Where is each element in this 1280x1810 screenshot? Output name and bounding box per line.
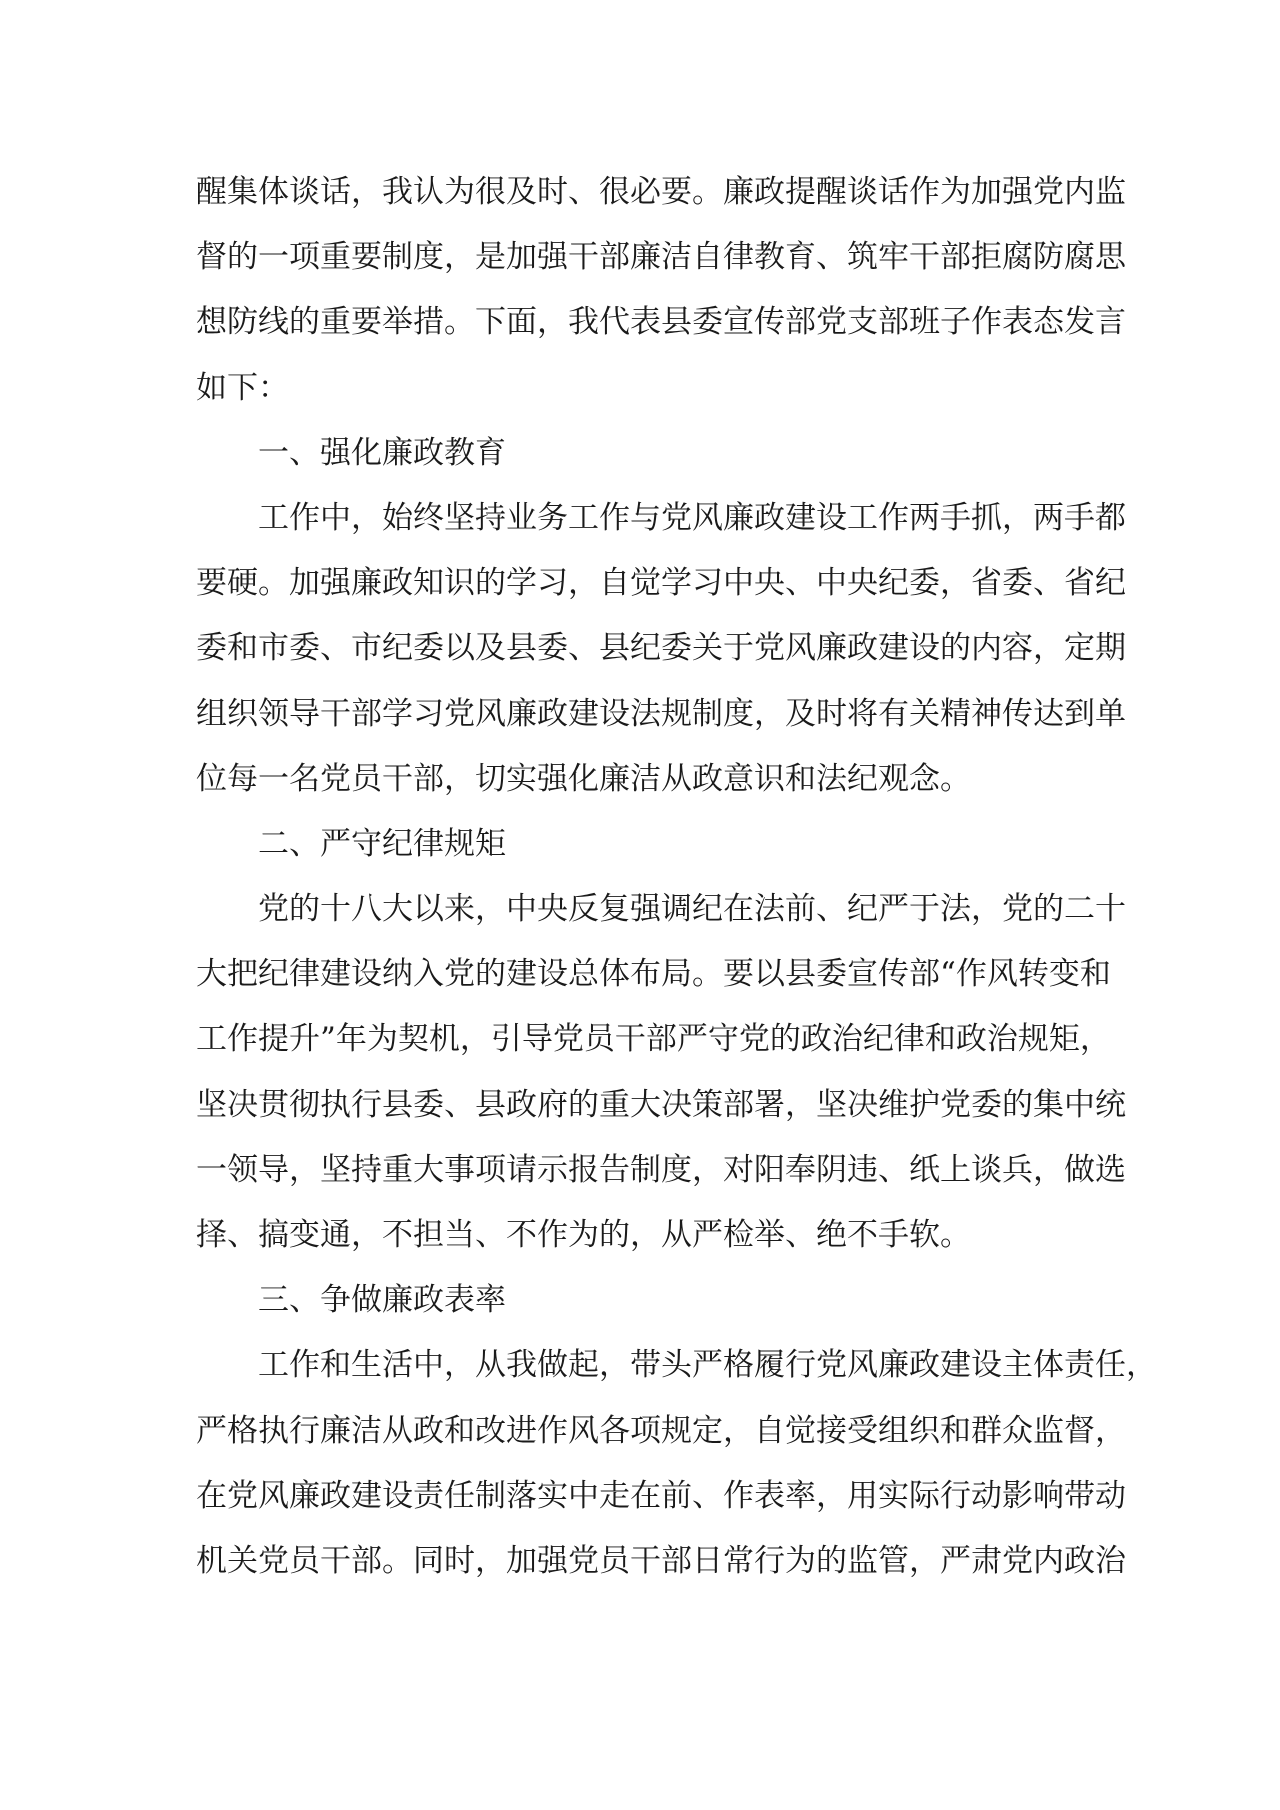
text-line: 择、搞变通，不担当、不作为的，从严检举、绝不手软。 [196, 1217, 971, 1253]
text-line: 工作和生活中，从我做起，带头严格履行党风廉政建设主体责任， [258, 1347, 1157, 1384]
text-line: 一领导，坚持重大事项请示报告制度，对阳奉阴违、纸上谈兵，做选 [196, 1151, 1126, 1188]
text-line: 如下： [196, 369, 289, 406]
text-line: 工作提升”年为契机，引导党员干部严守党的政治纪律和政治规矩， [196, 1021, 1111, 1058]
text-line: 委和市委、市纪委以及县委、县纪委关于党风廉政建设的内容，定期 [196, 630, 1126, 667]
text-line: 党的十八大以来，中央反复强调纪在法前、纪严于法，党的二十 [258, 891, 1126, 928]
text-line: 一、强化廉政教育 [258, 434, 506, 471]
text-line: 工作中，始终坚持业务工作与党风廉政建设工作两手抓，两手都 [258, 499, 1126, 536]
document-body [196, 160, 1157, 1594]
text-line: 坚决贯彻执行县委、县政府的重大决策部署，坚决维护党委的集中统 [196, 1086, 1126, 1123]
text-line: 在党风廉政建设责任制落实中走在前、作表率，用实际行动影响带动 [196, 1477, 1126, 1514]
text-line: 组织领导干部学习党风廉政建设法规制度，及时将有关精神传达到单 [196, 695, 1126, 732]
text-line: 位每一名党员干部，切实强化廉洁从政意识和法纪观念。 [196, 760, 971, 797]
text-line: 三、争做廉政表率 [258, 1282, 506, 1319]
text-line: 督的一项重要制度，是加强干部廉洁自律教育、筑牢干部拒腐防腐思 [196, 239, 1126, 276]
text-line: 醒集体谈话，我认为很及时、很必要。廉政提醒谈话作为加强党内监 [196, 174, 1126, 210]
text-line: 严格执行廉洁从政和改进作风各项规定，自觉接受组织和群众监督， [196, 1412, 1126, 1449]
text-line: 要硬。加强廉政知识的学习，自觉学习中央、中央纪委，省委、省纪 [196, 565, 1126, 602]
text-line: 二、严守纪律规矩 [258, 825, 506, 862]
text-line: 机关党员干部。同时，加强党员干部日常行为的监管，严肃党内政治 [196, 1542, 1126, 1579]
text-line: 想防线的重要举措。下面，我代表县委宣传部党支部班子作表态发言 [196, 304, 1126, 341]
text-line: 大把纪律建设纳入党的建设总体布局。要以县委宣传部“作风转变和 [196, 956, 1111, 993]
